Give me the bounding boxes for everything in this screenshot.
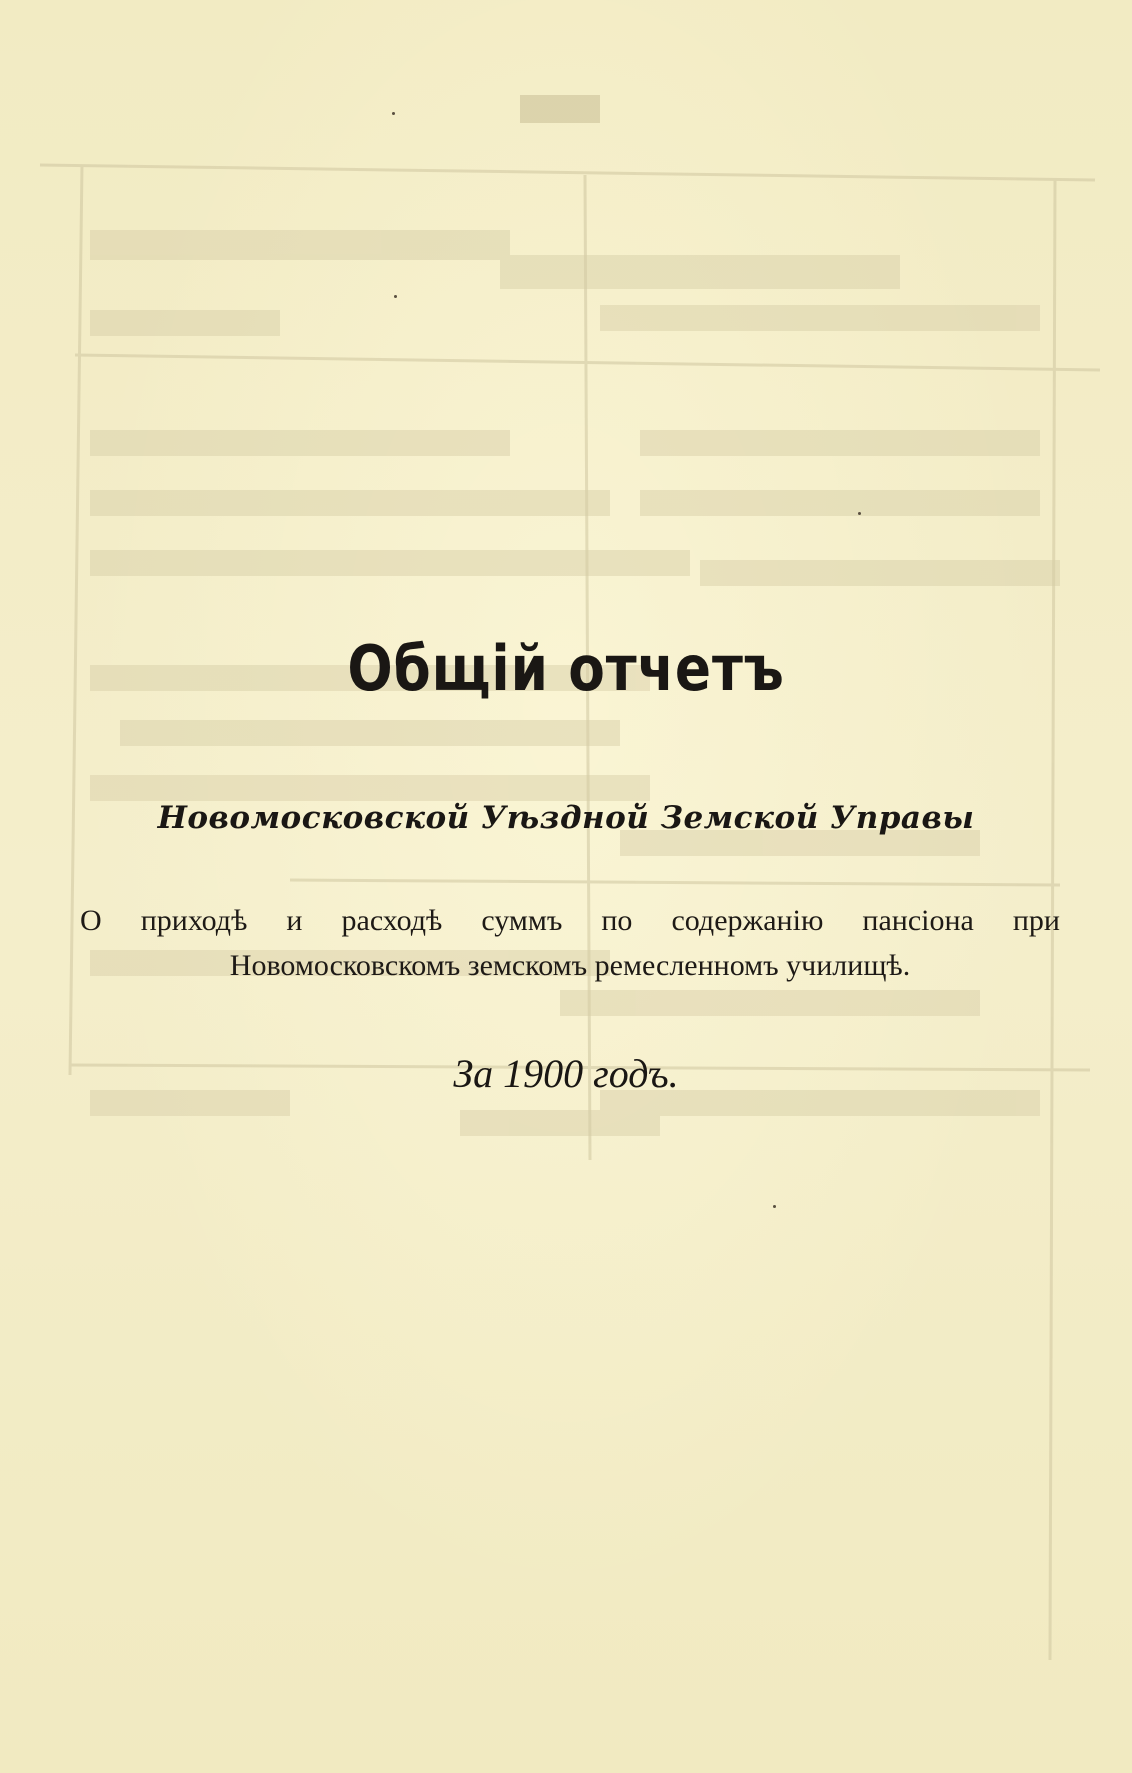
page-subtitle: Новомосковской Уѣздной Земской Управы: [157, 800, 975, 836]
page-title: Общій отчетъ: [347, 632, 785, 705]
ink-speck: [392, 112, 395, 115]
description-line-1: О приходѣ и расходѣ суммъ по содержанію пансіона при: [80, 904, 1060, 937]
ink-speck: [858, 512, 861, 515]
year-heading: За 1900 годъ.: [453, 1051, 679, 1096]
ink-speck: [773, 1205, 776, 1208]
ink-speck: [394, 295, 397, 298]
description: [80, 898, 1060, 988]
description-line-2: Новомосковскомъ земскомъ ремесленномъ училищѣ.: [229, 949, 911, 982]
